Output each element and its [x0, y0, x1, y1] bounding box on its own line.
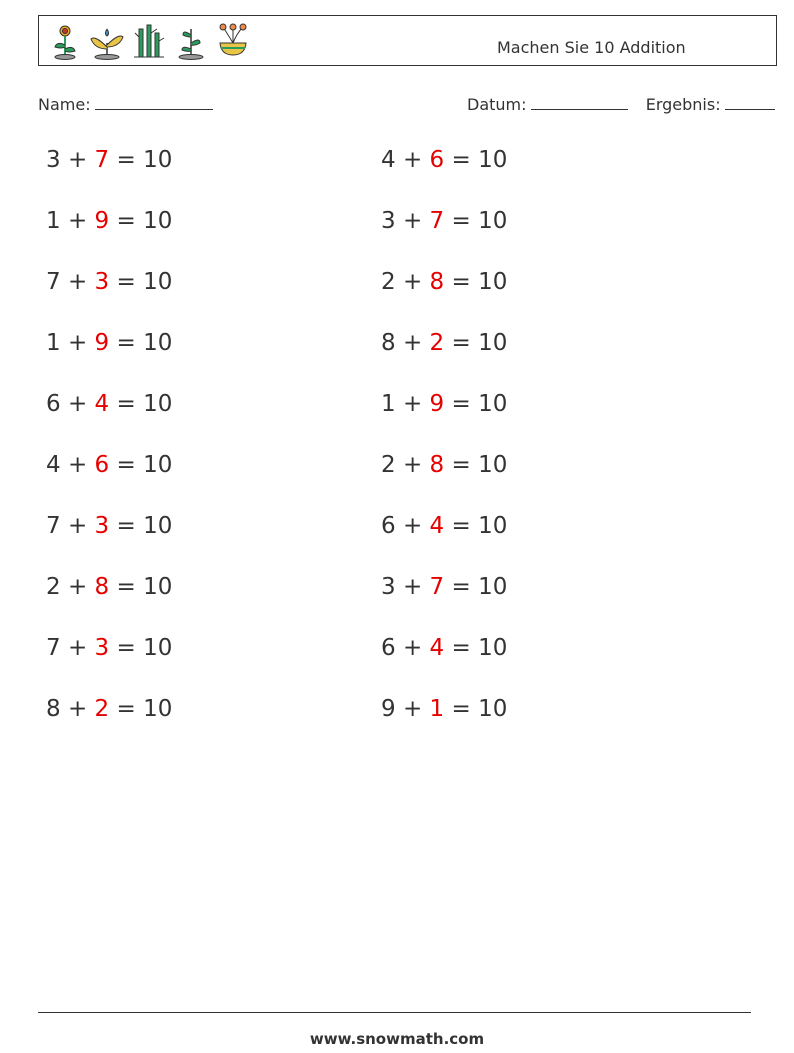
sum-value: 10 — [143, 574, 173, 600]
addend-a: 3 — [381, 208, 396, 234]
addition-problem: 3 + 7 = 10 — [46, 147, 173, 173]
addend-a: 1 — [46, 330, 61, 356]
sum-value: 10 — [478, 330, 508, 356]
addend-a: 8 — [381, 330, 396, 356]
answer-value: 4 — [94, 391, 110, 417]
answer-value: 8 — [94, 574, 110, 600]
answer-value: 7 — [94, 147, 110, 173]
addend-a: 2 — [381, 269, 396, 295]
sum-value: 10 — [143, 513, 173, 539]
sunflower-icon — [47, 21, 83, 61]
answer-value: 4 — [429, 635, 445, 661]
sum-value: 10 — [478, 635, 508, 661]
sum-value: 10 — [478, 391, 508, 417]
addend-a: 4 — [381, 147, 396, 173]
sum-value: 10 — [478, 269, 508, 295]
addend-a: 6 — [46, 391, 61, 417]
addend-a: 3 — [381, 574, 396, 600]
addition-problem: 4 + 6 = 10 — [381, 147, 508, 173]
addition-problem: 6 + 4 = 10 — [381, 513, 508, 539]
addend-a: 3 — [46, 147, 61, 173]
worksheet-title: Machen Sie 10 Addition — [497, 38, 686, 57]
sum-value: 10 — [143, 208, 173, 234]
bamboo-icon — [131, 21, 167, 61]
answer-value: 8 — [429, 269, 445, 295]
sum-value: 10 — [478, 574, 508, 600]
sum-value: 10 — [143, 269, 173, 295]
potted-plant-icon — [215, 21, 251, 61]
addend-a: 7 — [46, 513, 61, 539]
sum-value: 10 — [143, 696, 173, 722]
answer-value: 9 — [429, 391, 445, 417]
answer-value: 6 — [94, 452, 110, 478]
answer-value: 4 — [429, 513, 445, 539]
addend-a: 2 — [381, 452, 396, 478]
addend-a: 7 — [46, 635, 61, 661]
worksheet-header — [38, 15, 777, 66]
score-label: Ergebnis: — [645, 95, 721, 114]
name-field — [38, 95, 213, 114]
addend-a: 2 — [46, 574, 61, 600]
sum-value: 10 — [143, 635, 173, 661]
addend-a: 6 — [381, 513, 396, 539]
answer-value: 2 — [429, 330, 445, 356]
name-blank[interactable] — [95, 95, 213, 110]
addition-problem: 6 + 4 = 10 — [46, 391, 173, 417]
sum-value: 10 — [478, 147, 508, 173]
addition-problem: 2 + 8 = 10 — [381, 452, 508, 478]
addition-problem: 4 + 6 = 10 — [46, 452, 173, 478]
answer-value: 3 — [94, 513, 110, 539]
addition-problem: 1 + 9 = 10 — [46, 330, 173, 356]
addend-a: 1 — [46, 208, 61, 234]
name-label: Name: — [38, 95, 91, 114]
addition-problem: 7 + 3 = 10 — [46, 269, 173, 295]
answer-value: 8 — [429, 452, 445, 478]
addition-problem: 7 + 3 = 10 — [46, 513, 173, 539]
footer-divider — [38, 1012, 751, 1013]
sum-value: 10 — [478, 696, 508, 722]
answer-value: 7 — [429, 208, 445, 234]
addend-a: 4 — [46, 452, 61, 478]
plant-icons — [47, 21, 251, 61]
addition-problem: 6 + 4 = 10 — [381, 635, 508, 661]
date-score-fields — [467, 95, 775, 114]
addition-problem: 8 + 2 = 10 — [46, 696, 173, 722]
answer-value: 9 — [94, 330, 110, 356]
sum-value: 10 — [478, 513, 508, 539]
sum-value: 10 — [143, 147, 173, 173]
seedling-icon — [173, 21, 209, 61]
answer-value: 3 — [94, 635, 110, 661]
answer-value: 6 — [429, 147, 445, 173]
answer-value: 9 — [94, 208, 110, 234]
addition-problem: 2 + 8 = 10 — [381, 269, 508, 295]
addition-problem: 1 + 9 = 10 — [381, 391, 508, 417]
answer-value: 1 — [429, 696, 445, 722]
sum-value: 10 — [143, 330, 173, 356]
answer-value: 3 — [94, 269, 110, 295]
footer-url: www.snowmath.com — [309, 1030, 485, 1048]
answer-value: 7 — [429, 574, 445, 600]
addition-problem: 8 + 2 = 10 — [381, 330, 508, 356]
addition-problem: 9 + 1 = 10 — [381, 696, 508, 722]
addition-problem: 3 + 7 = 10 — [381, 208, 508, 234]
addition-problem: 3 + 7 = 10 — [381, 574, 508, 600]
addition-problem: 2 + 8 = 10 — [46, 574, 173, 600]
addend-a: 7 — [46, 269, 61, 295]
sum-value: 10 — [143, 391, 173, 417]
watered-sprout-icon — [89, 21, 125, 61]
answer-value: 2 — [94, 696, 110, 722]
addend-a: 6 — [381, 635, 396, 661]
date-blank[interactable] — [531, 95, 628, 110]
date-label: Datum: — [467, 95, 527, 114]
sum-value: 10 — [478, 452, 508, 478]
addition-problem: 1 + 9 = 10 — [46, 208, 173, 234]
addition-problem: 7 + 3 = 10 — [46, 635, 173, 661]
addend-a: 1 — [381, 391, 396, 417]
addend-a: 8 — [46, 696, 61, 722]
addend-a: 9 — [381, 696, 396, 722]
sum-value: 10 — [143, 452, 173, 478]
score-blank[interactable] — [725, 95, 775, 110]
sum-value: 10 — [478, 208, 508, 234]
